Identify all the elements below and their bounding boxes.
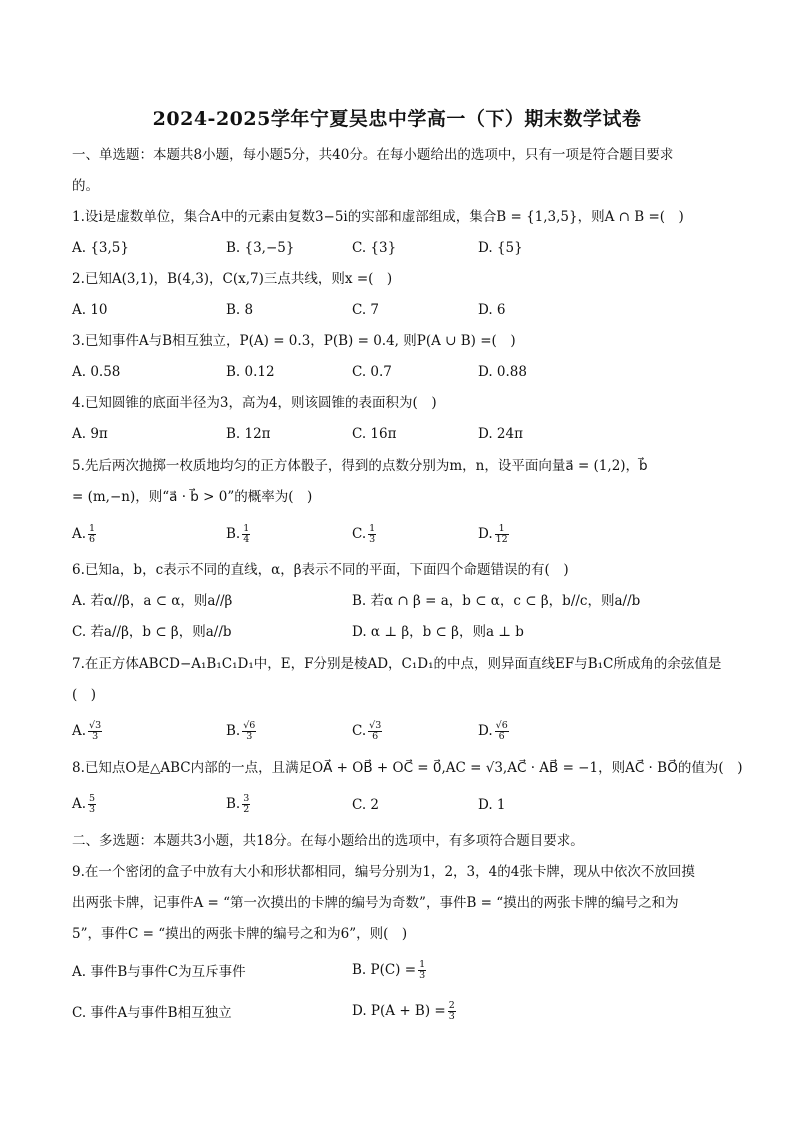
question-5-option-a: A. $\frac{1}{6}$	[72, 523, 96, 545]
question-2-option-d: D. 6	[478, 302, 506, 318]
question-8-option-c: C. 2	[352, 797, 380, 813]
question-6-stem: 6.已知a，b，c表示不同的直线，α，β表示不同的平面，下面四个命题错误的有( )	[72, 562, 569, 578]
question-1-stem: 1.设i是虚数单位，集合A中的元素由复数3−5i的实部和虚部组成，集合B = {1,3,5}，则A ∩ B =( )	[72, 209, 684, 225]
question-5-stem-cont: = (m,−n)，则“a⃗ · b⃗ > 0”的概率为( )	[72, 489, 313, 505]
question-7-option-d: D. $\frac{√6}{6}$	[478, 720, 508, 742]
question-6-option-a: A. 若α//β，a ⊂ α，则a//β	[72, 593, 233, 609]
section-1-heading: 一、单选题：本题共8小题，每小题5分，共40分。在每小题给出的选项中，只有一项是符合题目要求	[72, 147, 674, 163]
question-4-option-d: D. 24π	[478, 426, 523, 442]
question-5-option-c: C. $\frac{1}{3}$	[352, 523, 376, 545]
question-1-option-d: D. {5}	[478, 240, 523, 256]
section-2-heading: 二、多选题：本题共3小题，共18分。在每小题给出的选项中，有多项符合题目要求。	[72, 833, 584, 849]
question-9-option-a: A. 事件B与事件C为互斥事件	[72, 964, 246, 980]
question-8-option-a: A. $\frac{5}{3}$	[72, 793, 96, 815]
question-7-stem-cont: ( )	[72, 687, 97, 703]
question-9-stem: 9.在一个密闭的盒子中放有大小和形状都相同，编号分别为1，2，3，4的4张卡牌，现从中依次不放回摸	[72, 864, 695, 880]
question-4-option-a: A. 9π	[72, 426, 108, 442]
page-title: 2024-2025学年宁夏吴忠中学高一（下）期末数学试卷	[152, 108, 642, 130]
question-8-option-b: B. $\frac{3}{2}$	[226, 793, 250, 815]
question-8-stem: 8.已知点O是△ABC内部的一点，且满足OA⃗ + OB⃗ + OC⃗ = 0⃗,AC = √3,AC⃗ · AB⃗ = −1，则AC⃗ · BO⃗的值为( )	[72, 760, 743, 776]
question-5-option-b: B. $\frac{1}{4}$	[226, 523, 250, 545]
question-7-option-a: A. $\frac{√3}{3}$	[72, 720, 102, 742]
question-9-stem-cont-2: 5”，事件C = “摸出的两张卡牌的编号之和为6”，则( )	[72, 926, 408, 942]
question-7-option-b: B. $\frac{√6}{3}$	[226, 720, 256, 742]
question-7-option-c: C. $\frac{√3}{6}$	[352, 720, 382, 742]
question-4-stem: 4.已知圆锥的底面半径为3，高为4，则该圆锥的表面积为( )	[72, 395, 437, 411]
question-6-option-c: C. 若a//β，b ⊂ β，则a//b	[72, 624, 232, 640]
question-1-option-a: A. {3,5}	[72, 240, 129, 256]
question-3-stem: 3.已知事件A与B相互独立，P(A) = 0.3，P(B) = 0.4, 则P(A ∪ B) =( )	[72, 333, 516, 349]
question-5-option-d: D. $\frac{1}{12}$	[478, 523, 508, 545]
question-2-option-c: C. 7	[352, 302, 380, 318]
question-7-stem: 7.在正方体ABCD−A₁B₁C₁D₁中，E，F分别是棱AD，C₁D₁的中点，则异面直线EF与B₁C所成角的余弦值是	[72, 656, 722, 672]
question-1-option-b: B. {3,−5}	[226, 240, 295, 256]
question-1-option-c: C. {3}	[352, 240, 397, 256]
question-9-option-c: C. 事件A与事件B相互独立	[72, 1005, 232, 1021]
question-4-option-b: B. 12π	[226, 426, 271, 442]
question-6-option-d: D. α ⊥ β，b ⊂ β，则a ⊥ b	[352, 624, 524, 640]
question-3-option-d: D. 0.88	[478, 364, 527, 380]
question-9-option-d: D. P(A + B) = $\frac{2}{3}$	[352, 1000, 455, 1022]
question-3-option-a: A. 0.58	[72, 364, 121, 380]
question-5-stem: 5.先后两次抛掷一枚质地均匀的正方体骰子，得到的点数分别为m，n，设平面向量a⃗ = (1,2)，b⃗	[72, 458, 648, 474]
question-2-stem: 2.已知A(3,1)，B(4,3)，C(x,7)三点共线，则x =( )	[72, 271, 393, 287]
question-9-option-b: B. P(C) = $\frac{1}{3}$	[352, 959, 426, 981]
question-8-option-d: D. 1	[478, 797, 506, 813]
question-3-option-b: B. 0.12	[226, 364, 275, 380]
question-9-stem-cont-1: 出两张卡牌，记事件A = “第一次摸出的卡牌的编号为奇数”，事件B = “摸出的两张卡牌的编号之和为	[72, 895, 679, 911]
question-6-option-b: B. 若α ∩ β = a，b ⊂ α，c ⊂ β，b//c，则a//b	[352, 593, 641, 609]
question-2-option-b: B. 8	[226, 302, 254, 318]
section-1-heading-cont: 的。	[72, 178, 99, 194]
question-3-option-c: C. 0.7	[352, 364, 392, 380]
question-4-option-c: C. 16π	[352, 426, 397, 442]
question-2-option-a: A. 10	[72, 302, 108, 318]
